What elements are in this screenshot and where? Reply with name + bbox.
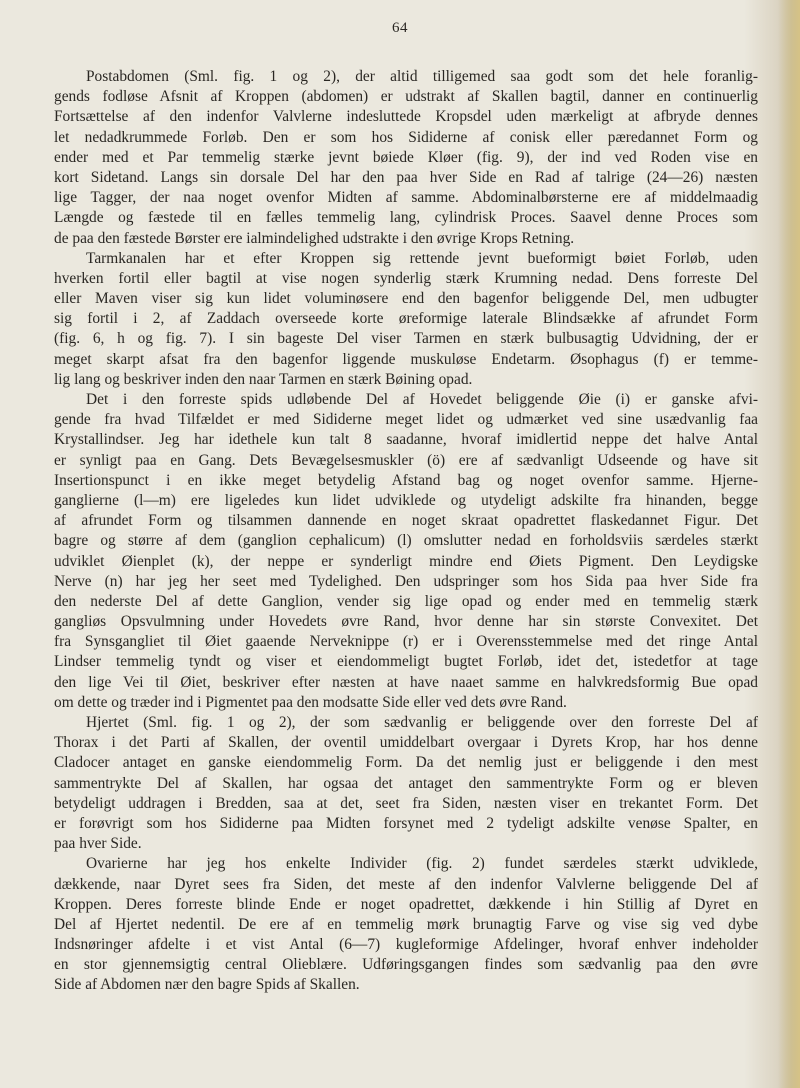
- text-line: (fig. 6, h og fig. 7). I sin bageste Del viser Tarmen en stærk bulbusagtig Udvidning, der er: [54, 330, 758, 348]
- text-line: Hjertet (Sml. fig. 1 og 2), der som sædvanlig er beliggende over den forreste Del af: [86, 714, 758, 731]
- text-line: er synligt paa en Gang. Dets Bevægelsesmuskler (ö) ere af sædvanligt Udseende og have sit: [54, 451, 758, 469]
- text-line: ganglierne (l—m) ere ligeledes kun lidet udviklede og utydeligt adskilte fra hinanden, begge: [54, 491, 758, 509]
- text-line: Fortsættelse af den indenfor Valvlerne indesluttede Kropsdel uden mærkeligt at afbryde dennes: [54, 108, 758, 126]
- text-line: en stor gjennemsigtig central Olieblære. Udføringsgangen findes som sædvanlig paa den øvre: [54, 956, 758, 974]
- text-line: af afrundet Form og tilsammen dannende en noget skraat opadrettet flaskedannet Figur. Det: [54, 512, 758, 530]
- text-line: om dette og træder ind i Pigmentet paa den modsatte Side eller ved dets øvre Rand.: [54, 693, 567, 711]
- text-line: betydeligt uddragen i Bredden, saa at det, seet fra Siden, næsten viser en trekantet Form. Det: [54, 794, 758, 812]
- body-text: [54, 67, 758, 996]
- text-line: Kroppen. Deres forreste blinde Ende er noget opadrettet, dækkende i hin Stillig af Dyret en: [54, 895, 758, 913]
- text-line: er forøvrigt som hos Sididerne paa Midten forsynet med 2 tydeligt adskilte venøse Spalter, en: [54, 814, 758, 832]
- text-line: fra Synsgangliet til Øiet gaaende Nerveknippe (r) er i Overensstemmelse med det ringe Antal: [54, 633, 758, 651]
- text-line: eller Maven viser sig kun lidet voluminøsere end den bagenfor beliggende Del, men udbugter: [54, 290, 758, 308]
- text-line: gende fra hvad Tilfældet er med Sididerne meget lidet og udmærket ved sine usædvanlig faa: [54, 411, 758, 429]
- text-line: Længde og fæstede til en fælles temmelig lang, cylindrisk Proces. Saavel denne Proces som: [54, 209, 758, 227]
- text-line: Tarmkanalen har et efter Kroppen sig rettende jevnt bueformigt bøiet Forløb, uden: [86, 249, 758, 267]
- text-line: Ovarierne har jeg hos enkelte Individer (fig. 2) fundet særdeles stærkt udviklede,: [86, 855, 758, 873]
- text-line: de paa den fæstede Børster ere ialmindelighed udstrakte i den øvrige Krops Retning.: [54, 229, 575, 247]
- text-line: Thorax i det Parti af Skallen, der oventil umiddelbart overgaar i Dyrets Krop, har hos denne: [54, 734, 758, 752]
- text-line: den lige Vei til Øiet, beskriver efter næsten at have naaet samme en halvkredsformig Bue opad: [54, 673, 758, 691]
- text-line: meget skarpt afsat fra den bagenfor liggende muskuløse Endetarm. Øsophagus (f) er temme-: [54, 350, 758, 368]
- text-line: Postabdomen (Sml. fig. 1 og 2), der altid tilligemed saa godt som det hele foranlig-: [86, 68, 758, 85]
- text-line: kort Sidetand. Langs sin dorsale Del har den paa hver Side en Rad af talrige (24—26) næsten: [54, 168, 758, 186]
- text-line: Nerve (n) har jeg her seet med Tydelighed. Den udspringer som hos Sida paa hver Side fra: [54, 572, 758, 590]
- text-line: bagre og større af dem (ganglion cephalicum) (l) omslutter nedad en forholdsviis særdeles stærkt: [54, 532, 758, 550]
- text-line: Insertionspunct i en ikke meget betydelig Afstand bag og noget ovenfor samme. Hjerne-: [54, 471, 758, 489]
- text-line: sig fortil i 2, af Zaddach overseede korte øreformige laterale Blindsække af afrundet Form: [54, 310, 758, 328]
- text-line: paa hver Side.: [54, 835, 142, 853]
- page-edge-shadow: [778, 0, 800, 1088]
- text-line: Cladocer antaget en ganske eiendommelig Form. Da det nemlig just er beliggende i den mest: [54, 754, 758, 772]
- text-line: lige Tagger, der naa noget ovenfor Midten af samme. Abdominalbørsterne ere af middelmaadig: [54, 189, 758, 207]
- text-line: dækkende, naar Dyret sees fra Siden, det meste af den indenfor Valvlerne beliggende Del af: [54, 875, 758, 893]
- text-line: Krystallindser. Jeg har idethele kun talt 8 saadanne, hvoraf imidlertid neppe det halve Antal: [54, 431, 758, 449]
- text-line: Side af Abdomen nær den bagre Spids af Skallen.: [54, 976, 360, 994]
- text-line: ender med et Par temmelig stærke jevnt bøiede Kløer (fig. 9), der ind ved Roden vise en: [54, 148, 758, 166]
- text-line: hverken fortil eller bagtil at vise nogen synderlig stærk Krumning nedad. Dens forreste Del: [54, 269, 758, 287]
- text-line: Indsnøringer afdelte i et vist Antal (6—7) kugleformige Afdelinger, hvoraf enhver indeholder: [54, 936, 758, 954]
- page-number: 64: [392, 20, 408, 36]
- text-line: udviklet Øienplet (k), der neppe er synderligt mindre end Øiets Pigment. Den Leydigske: [54, 552, 758, 570]
- text-line: Det i den forreste spids udløbende Del af Hovedet beliggende Øie (i) er ganske afvi-: [86, 391, 758, 408]
- text-line: lig lang og beskriver inden den naar Tarmen en stærk Bøining opad.: [54, 370, 473, 388]
- text-line: Del af Hjertet nedentil. De ere af en temmelig mørk brunagtig Farve og vise sig ved dybe: [54, 915, 758, 933]
- text-line: Lindser temmelig tyndt og viser et eiendommeligt bugtet Forløb, idet det, istedetfor at tage: [54, 653, 758, 671]
- text-line: sammentrykte Del af Skallen, har ogsaa det antaget den sammentrykte Form og er bleven: [54, 774, 758, 792]
- text-line: gangliøs Opsvulmning under Hovedets øvre Rand, hvor denne har sin største Convexitet. Det: [54, 613, 758, 631]
- text-line: den nederste Del af dette Ganglion, vender sig lige opad og ender med en temmelig stærk: [54, 592, 758, 610]
- text-line: let nedadkrummede Forløb. Den er som hos Sididerne af conisk eller pæredannet Form og: [54, 128, 758, 146]
- text-line: gends fodløse Afsnit af Kroppen (abdomen) er udstrakt af Skallen bagtil, danner en continuerlig: [54, 88, 758, 106]
